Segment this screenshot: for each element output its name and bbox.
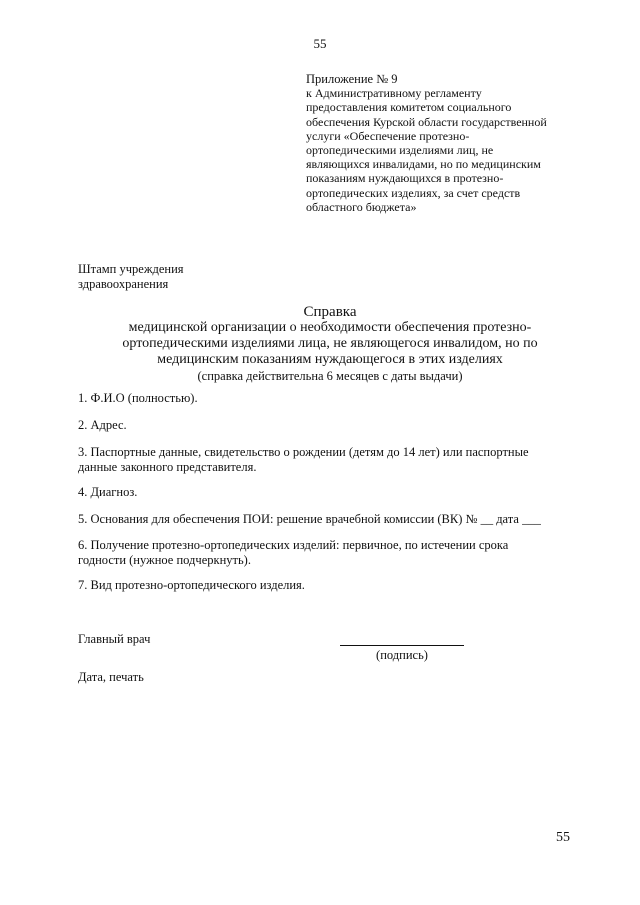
form-item-text: 6. Получение протезно-ортопедических изделий: первичное, по истечении срока bbox=[78, 538, 509, 552]
appendix-block bbox=[306, 72, 586, 214]
heading-line: медицинской организации о необходимости обеспечения протезно- bbox=[128, 320, 532, 335]
form-item-grounds bbox=[78, 512, 578, 527]
appendix-line: предоставления комитетом социального bbox=[306, 100, 512, 115]
form-item-text: 5. Основания для обеспечения ПОИ: решение врачебной комиссии (ВК) № __ дата ___ bbox=[78, 512, 541, 526]
form-item-product-type bbox=[78, 578, 578, 593]
appendix-line: обеспечения Курской области государственной bbox=[306, 114, 547, 129]
stamp-line: здравоохранения bbox=[78, 277, 169, 291]
appendix-line: показаниям нуждающихся в протезно- bbox=[306, 171, 504, 186]
heading-title: Справка bbox=[303, 304, 357, 320]
date-and-seal-label: Дата, печать bbox=[78, 670, 144, 684]
form-item-diagnosis bbox=[78, 485, 578, 500]
appendix-line: услуги «Обеспечение протезно- bbox=[306, 128, 470, 143]
page-number-bottom: 55 bbox=[556, 830, 570, 845]
appendix-line: к Административному регламенту bbox=[306, 86, 482, 101]
heading-validity-note: (справка действительна 6 месяцев с даты выдачи) bbox=[197, 369, 463, 383]
form-item-text: 3. Паспортные данные, свидетельство о рождении (детям до 14 лет) или паспортные bbox=[78, 445, 529, 459]
form-item-text: 1. Ф.И.О (полностью). bbox=[78, 391, 198, 405]
form-item-passport bbox=[78, 445, 578, 474]
signature-caption: (подпись) bbox=[376, 648, 428, 662]
form-item-full-name bbox=[78, 391, 578, 406]
appendix-title: Приложение № 9 bbox=[306, 72, 398, 86]
form-item-receipt bbox=[78, 538, 578, 567]
document-heading bbox=[60, 304, 600, 384]
appendix-line: являющихся инвалидами, но по медицинским bbox=[306, 157, 541, 172]
heading-line: ортопедическими изделиями лица, не являющегося инвалидом, но по bbox=[122, 336, 538, 351]
form-item-address bbox=[78, 418, 578, 433]
appendix-line: ортопедических изделиях, за счет средств bbox=[306, 185, 521, 200]
stamp-line: Штамп учреждения bbox=[78, 262, 184, 276]
appendix-line: областного бюджета» bbox=[306, 199, 417, 214]
heading-line: медицинским показаниям нуждающегося в этих изделиях bbox=[157, 352, 503, 367]
institution-stamp-label bbox=[78, 262, 184, 292]
page-number-top: 55 bbox=[313, 36, 327, 51]
signature-line bbox=[340, 645, 464, 646]
form-item-text: годности (нужное подчеркнуть). bbox=[78, 552, 251, 567]
form-item-text: данные законного представителя. bbox=[78, 459, 257, 474]
form-item-text: 4. Диагноз. bbox=[78, 485, 138, 499]
chief-doctor-label: Главный врач bbox=[78, 632, 151, 646]
appendix-line: ортопедическими изделиями лиц, не bbox=[306, 143, 494, 158]
form-item-text: 7. Вид протезно-ортопедического изделия. bbox=[78, 578, 305, 592]
form-item-text: 2. Адрес. bbox=[78, 418, 127, 432]
